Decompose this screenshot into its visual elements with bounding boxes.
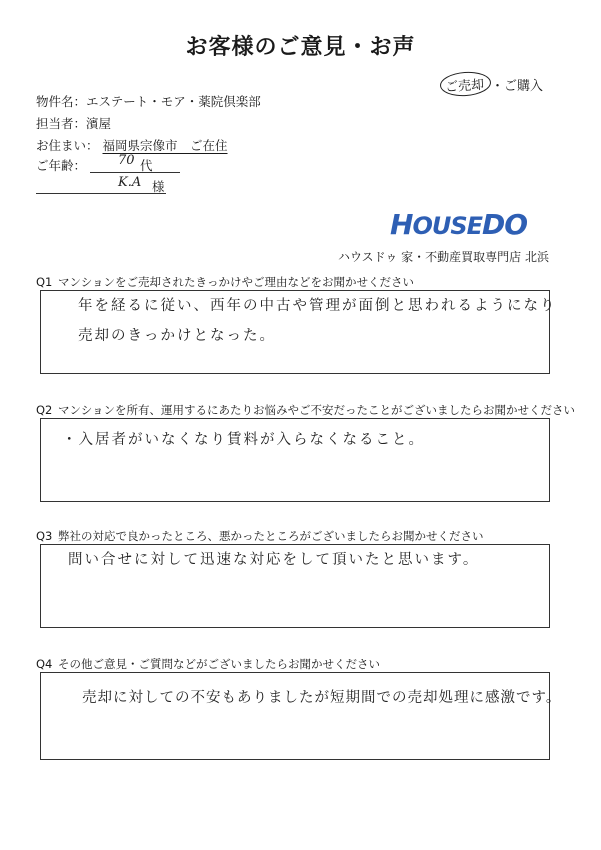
question-1 bbox=[36, 274, 414, 290]
question-text: マンションをご売却されたきっかけやご理由などをお聞かせください bbox=[58, 275, 414, 289]
age-label: ご年齢： bbox=[36, 158, 87, 173]
question-text: その他ご意見・ご質問などがございましたらお聞かせください bbox=[58, 657, 380, 671]
question-number: Q1 bbox=[36, 275, 53, 289]
age-value: 70 bbox=[118, 153, 135, 168]
purpose-buy: ご購入 bbox=[504, 79, 544, 94]
question-text: 弊社の対応で良かったところ、悪かったところがございましたらお聞かせください bbox=[58, 529, 484, 543]
question-4 bbox=[36, 656, 380, 672]
name-underline bbox=[36, 193, 166, 194]
agent-label: 担当者： bbox=[36, 116, 87, 131]
question-number: Q3 bbox=[36, 529, 53, 543]
agent-value: 濱屋 bbox=[86, 116, 112, 131]
agent-row bbox=[36, 114, 111, 132]
honorific: 様 bbox=[152, 179, 165, 194]
property-row bbox=[36, 92, 261, 110]
age-suffix: 代 bbox=[140, 158, 153, 173]
question-3 bbox=[36, 528, 484, 544]
question-number: Q4 bbox=[36, 657, 53, 671]
property-label: 物件名： bbox=[36, 94, 87, 109]
store-name: ハウスドゥ 家・不動産買取専門店 北浜 bbox=[338, 250, 549, 264]
age-underline bbox=[90, 172, 180, 173]
question-text: マンションを所有、運用するにあたりお悩みやご不安だったことがございましたらお聞かせください bbox=[58, 403, 575, 417]
housedo-logo: HOUSEDO bbox=[390, 208, 528, 241]
page-title: お客様のご意見・お声 bbox=[185, 35, 416, 60]
residence-value: 福岡県宗像市 ご在住 bbox=[102, 138, 228, 153]
answer-4-line-1: 売却に対しての不安もありましたが短期間での売却処理に感激です。 bbox=[82, 690, 562, 706]
purpose-separator: ・ bbox=[491, 79, 505, 94]
property-value: エステート・モア・薬院倶楽部 bbox=[86, 94, 261, 109]
question-2 bbox=[36, 402, 575, 418]
answer-3-line-1: 問い合せに対して迅速な対応をして頂いたと思います。 bbox=[68, 552, 480, 568]
question-number: Q2 bbox=[36, 403, 53, 417]
purpose-selector bbox=[440, 72, 543, 96]
residence-label: お住まい： bbox=[36, 138, 99, 153]
answer-2-line-1: ・入居者がいなくなり賃料が入らなくなること。 bbox=[62, 432, 425, 448]
answer-1-line-1: 年を経るに従い、西年の中古や管理が面倒と思われるようになり bbox=[78, 298, 557, 314]
age-row bbox=[36, 156, 86, 174]
customer-name: K.A bbox=[118, 175, 142, 190]
answer-1-line-2: 売却のきっかけとなった。 bbox=[78, 328, 276, 344]
purpose-sell-circled: ご売却 bbox=[439, 70, 492, 98]
residence-row bbox=[36, 136, 228, 154]
